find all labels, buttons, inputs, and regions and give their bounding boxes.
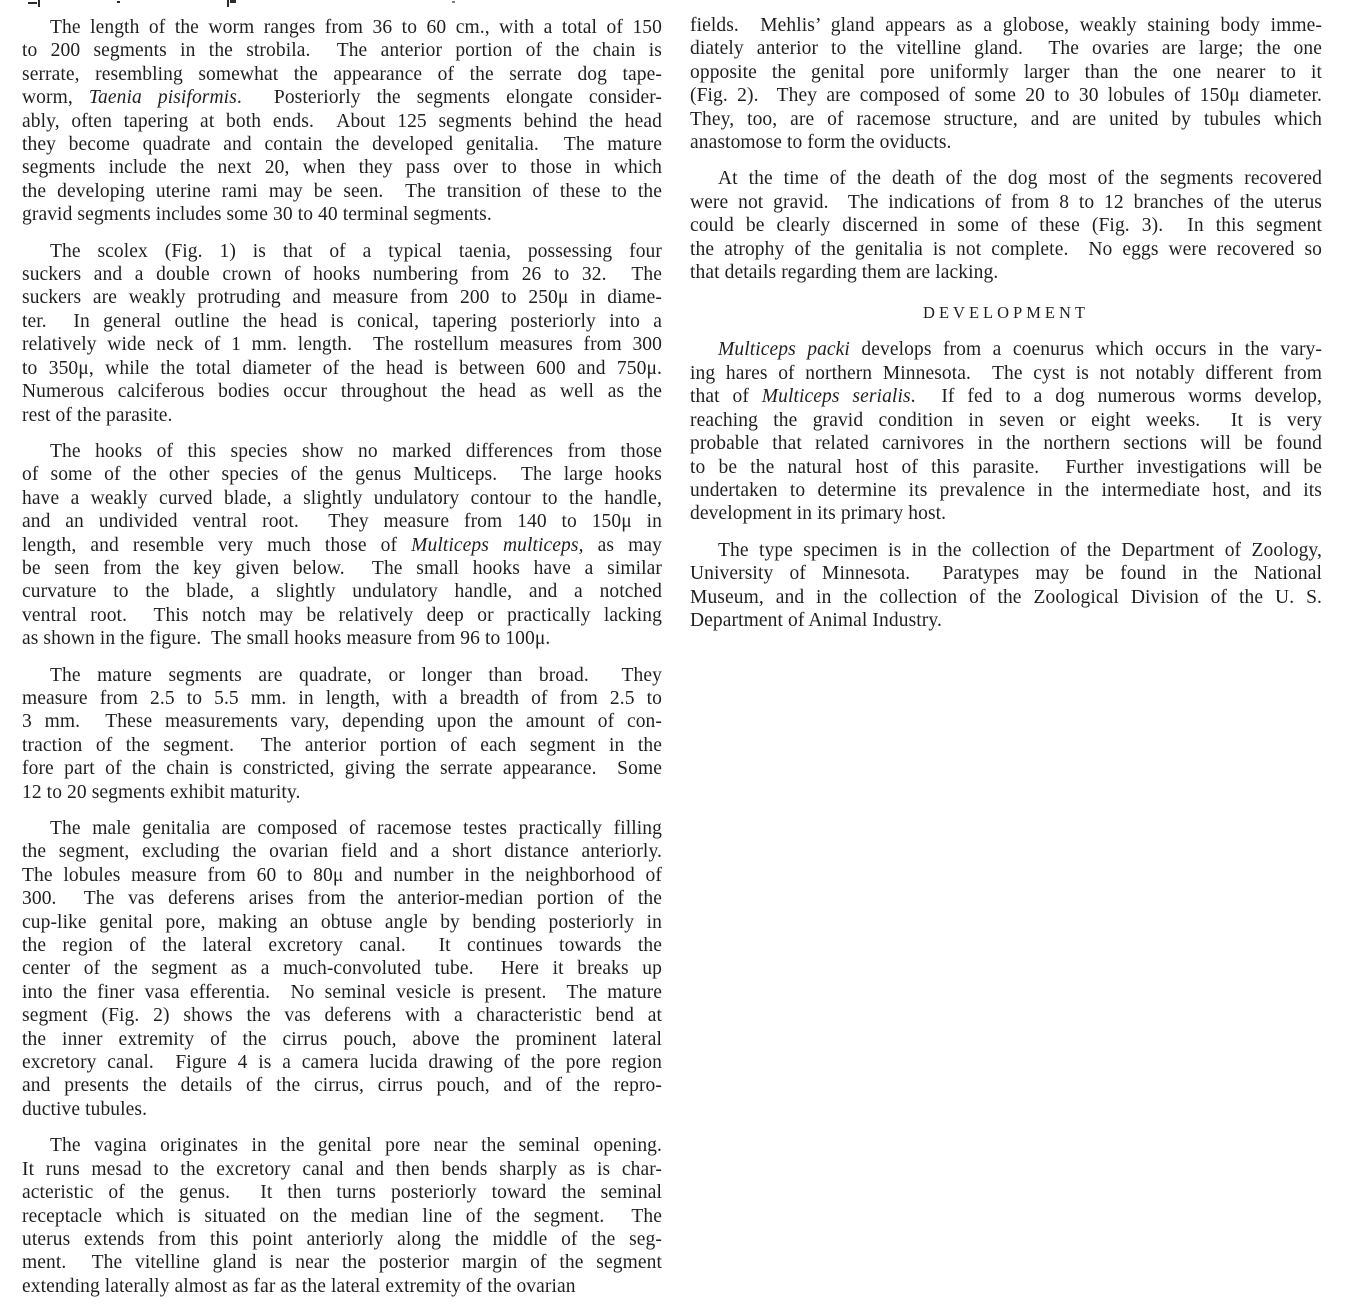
text-line: center of the segment as a much-convoluted tube. Here it breaks up bbox=[22, 958, 662, 980]
text-line: Museum, and in the collection of the Zoological Division of the U. S. bbox=[690, 586, 1322, 608]
text-line: ventral root. This notch may be relatively deep or practically lacking bbox=[22, 604, 662, 626]
text-line: to 350μ, while the total diameter of the head is between 600 and 750μ. bbox=[22, 357, 662, 379]
left-text-column bbox=[22, 0, 662, 1298]
text-line: probable that related carnivores in the northern sections will be found bbox=[690, 433, 1322, 455]
text-line: and an undivided ventral root. They measure from 140 to 150μ in bbox=[22, 511, 662, 533]
paragraph bbox=[22, 16, 662, 227]
text-line: undertaken to determine its prevalence in the intermediate host, and its bbox=[690, 479, 1322, 501]
text-line: excretory canal. Figure 4 is a camera lucida drawing of the pore region bbox=[22, 1052, 662, 1074]
text-line: At the time of the death of the dog most of the segments recovered bbox=[718, 168, 1322, 190]
paragraph bbox=[690, 14, 1322, 154]
paragraph bbox=[22, 1134, 662, 1298]
text-line: University of Minnesota. Paratypes may be found in the National bbox=[690, 563, 1322, 585]
text-line: serrate, resembling somewhat the appearance of the serrate dog tape- bbox=[22, 63, 662, 85]
text-line: The scolex (Fig. 1) is that of a typical taenia, possessing four bbox=[50, 240, 662, 262]
text-line: development in its primary host. bbox=[690, 503, 947, 525]
text-line: reaching the gravid condition in seven or eight weeks. It is very bbox=[690, 409, 1322, 431]
text-line: 12 to 20 segments exhibit maturity. bbox=[22, 781, 301, 803]
text-line: to 200 segments in the strobila. The anterior portion of the chain is bbox=[22, 40, 662, 62]
text-line: The mature segments are quadrate, or longer than broad. They bbox=[50, 664, 662, 686]
text-line: The lobules measure from 60 to 80μ and number in the neighborhood of bbox=[22, 864, 662, 886]
text-line: and presents the details of the cirrus, cirrus pouch, and of the repro- bbox=[22, 1075, 662, 1097]
text-line: ment. The vitelline gland is near the posterior margin of the segment bbox=[22, 1252, 662, 1274]
text-line: into the finer vasa efferentia. No seminal vesicle is present. The mature bbox=[22, 981, 662, 1003]
text-line: uterus extends from this point anteriorly along the middle of the seg- bbox=[22, 1228, 662, 1250]
text-line: the segment, excluding the ovarian field and a short distance anteriorly. bbox=[22, 841, 662, 863]
text-line: they become quadrate and contain the developed genitalia. The mature bbox=[22, 134, 662, 156]
text-line: It runs mesad to the excretory canal and then bends sharply as is char- bbox=[22, 1158, 662, 1180]
text-line: ter. In general outline the head is conical, tapering posteriorly into a bbox=[22, 310, 662, 332]
paragraph bbox=[22, 817, 662, 1121]
text-line: the inner extremity of the cirrus pouch, above the prominent lateral bbox=[22, 1028, 662, 1050]
text-line: cup-like genital pore, making an obtuse angle by bending posteriorly in bbox=[22, 911, 662, 933]
right-text-column bbox=[690, 0, 1322, 632]
text-line: ductive tubules. bbox=[22, 1098, 148, 1120]
text-line: Numerous calciferous bodies occur throughout the head as well as the bbox=[22, 381, 662, 403]
text-line: ing hares of northern Minnesota. The cyst is not notably different from bbox=[690, 362, 1322, 384]
text-line: be seen from the key given below. The small hooks have a similar bbox=[22, 557, 662, 579]
text-line: traction of the segment. The anterior portion of each segment in the bbox=[22, 734, 662, 756]
text-line: were not gravid. The indications of from 8 to 12 branches of the uterus bbox=[690, 191, 1322, 213]
text-line: curvature to the blade, a slightly undulatory handle, and a notched bbox=[22, 581, 662, 603]
text-line: as shown in the figure. The small hooks measure from 96 to 100μ. bbox=[22, 628, 551, 650]
text-line: Department of Animal Industry. bbox=[690, 609, 942, 631]
text-line: fore part of the chain is constricted, giving the serrate appearance. Some bbox=[22, 758, 662, 780]
text-line: suckers are weakly protruding and measure from 200 to 250μ in diame- bbox=[22, 287, 662, 309]
text-line: ably, often tapering at both ends. About 125 segments behind the head bbox=[22, 110, 662, 132]
text-line: anastomose to form the oviducts. bbox=[690, 132, 952, 154]
text-line: 300. The vas deferens arises from the anterior-median portion of the bbox=[22, 888, 662, 910]
paragraph bbox=[690, 167, 1322, 284]
text-line: The male genitalia are composed of racemose testes practically filling bbox=[50, 818, 662, 839]
text-line: to be the natural host of this parasite. Further investigations will be bbox=[690, 456, 1322, 478]
text-line: fields. Mehlis’ gland appears as a globose, weakly staining body imme- bbox=[690, 15, 1322, 36]
text-line: relatively wide neck of 1 mm. length. The rostellum measures from 300 bbox=[22, 334, 662, 356]
text-line: acteristic of the genus. It then turns posteriorly toward the seminal bbox=[22, 1182, 662, 1204]
text-line: Multiceps packi develops from a coenurus which occurs in the vary- bbox=[718, 339, 1322, 361]
text-line: They, too, are of racemose structure, and are united by tubules which bbox=[690, 108, 1322, 130]
text-line: 3 mm. These measurements vary, depending upon the amount of con- bbox=[22, 711, 662, 733]
text-line: rest of the parasite. bbox=[22, 404, 173, 426]
text-line: receptacle which is situated on the median line of the segment. The bbox=[22, 1205, 662, 1227]
text-line: could be clearly discerned in some of these (Fig. 3). In this segment bbox=[690, 215, 1322, 237]
text-line: length, and resemble very much those of Multiceps multiceps, as may bbox=[22, 534, 662, 556]
text-line: that of Multiceps serialis. If fed to a dog numerous worms develop, bbox=[690, 386, 1322, 408]
text-line: gravid segments includes some 30 to 40 terminal segments. bbox=[22, 204, 492, 226]
text-line: segment (Fig. 2) shows the vas deferens with a characteristic bend at bbox=[22, 1005, 662, 1027]
text-line: The length of the worm ranges from 36 to 60 cm., with a total of 150 bbox=[50, 17, 662, 38]
text-line: opposite the genital pore uniformly larger than the one nearer to it bbox=[690, 61, 1322, 83]
text-line: segments include the next 20, when they pass over to those in which bbox=[22, 157, 662, 179]
text-line: worm, Taenia pisiformis. Posteriorly the segments elongate consider- bbox=[22, 87, 662, 109]
text-line: The vagina originates in the genital pore near the seminal opening. bbox=[50, 1135, 662, 1157]
text-line: that details regarding them are lacking. bbox=[690, 262, 999, 284]
text-line: the region of the lateral excretory canal. It continues towards the bbox=[22, 935, 662, 957]
text-line: the developing uterine rami may be seen. The transition of these to the bbox=[22, 180, 662, 202]
text-line: have a weakly curved blade, a slightly undulatory contour to the handle, bbox=[22, 487, 662, 509]
paragraph bbox=[690, 539, 1322, 633]
text-line: The hooks of this species show no marked differences from those bbox=[50, 440, 662, 462]
text-line: suckers and a double crown of hooks numbering from 26 to 32. The bbox=[22, 264, 662, 286]
text-line: of some of the other species of the genus Multiceps. The large hooks bbox=[22, 464, 662, 486]
text-line: The type specimen is in the collection of the Department of Zoology, bbox=[718, 539, 1322, 561]
paragraph bbox=[22, 240, 662, 427]
text-line: (Fig. 2). They are composed of some 20 to 30 lobules of 150μ diameter. bbox=[690, 85, 1322, 107]
paragraph bbox=[22, 440, 662, 651]
text-line: measure from 2.5 to 5.5 mm. in length, with a breadth of from 2.5 to bbox=[22, 687, 662, 709]
text-line: extending laterally almost as far as the lateral extremity of the ovarian bbox=[22, 1275, 576, 1297]
text-line: the atrophy of the genitalia is not complete. No eggs were recovered so bbox=[690, 238, 1322, 260]
text-line: diately anterior to the vitelline gland. The ovaries are large; the one bbox=[690, 38, 1322, 60]
paragraph bbox=[22, 664, 662, 804]
section-heading: DEVELOPMENT bbox=[923, 303, 1089, 323]
paragraph bbox=[690, 338, 1322, 525]
